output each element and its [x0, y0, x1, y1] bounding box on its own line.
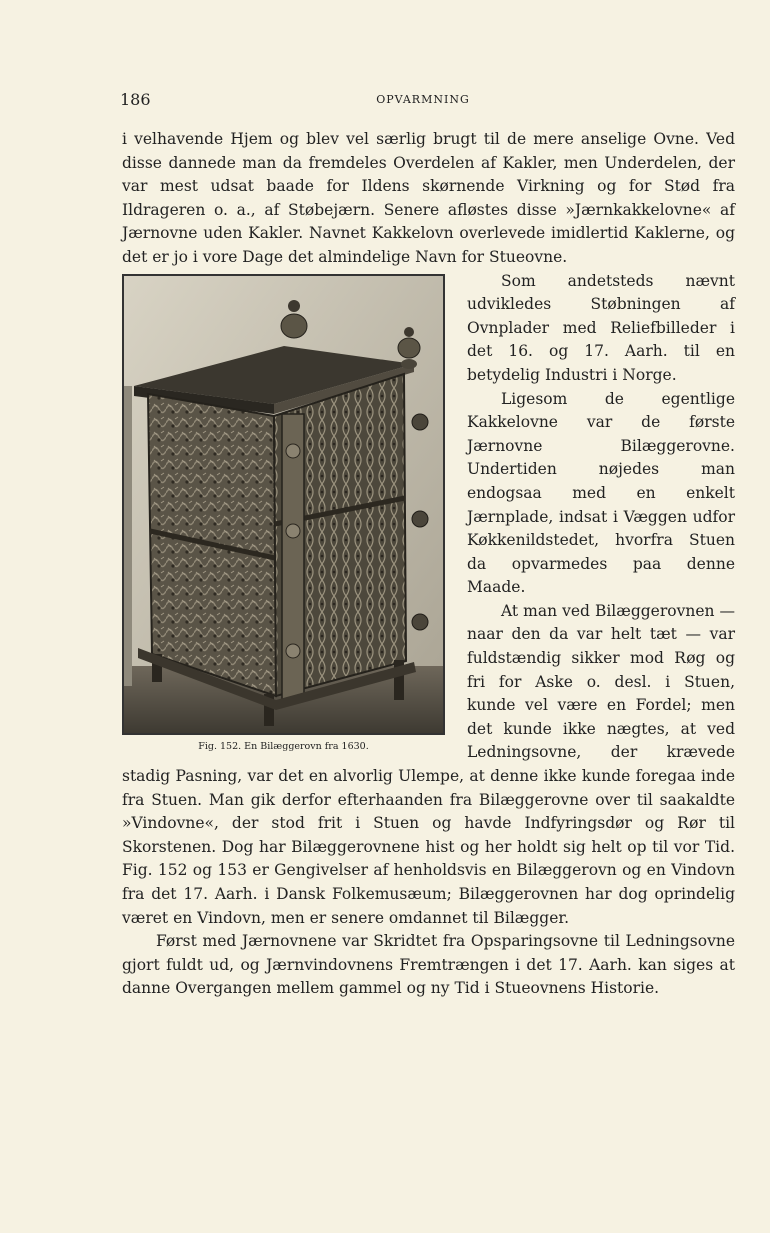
stove-photo: [122, 274, 445, 735]
paragraph-3: Ligesom de egentlige Kakkelovne var de første Jærnovne Bilæggerovne. Undertiden nøjedes man endogsaa med en enkelt Jærnplade, indsat i Væggen udfor Køkkenildstedet, hvorfra Stuen da opvarmedes paa denne Maade.: [467, 389, 735, 597]
figure-152: [122, 274, 445, 753]
paragraph-2: Som andetsteds nævnt udvikledes Støbningen af Ovnplader med Reliefbilleder i det 16. og 17. Aarh. til en betydelig Industri i Norge.: [467, 271, 735, 384]
figure-caption: Fig. 152. En Bilæggerovn fra 1630.: [198, 740, 369, 752]
running-head: OPVARMNING: [376, 93, 470, 106]
paragraph-1: i velhavende Hjem og blev vel særlig brugt til de mere anselige Ovne. Ved disse dannede man da fremdeles Overdelen af Kakler, men Underdelen, der var mest udsat baade for Ildens skørnende Virkning og for Stød fra Ildrageren o. a., af Støbejærn. Senere afløstes disse »Jærnkakkelovne« af Jærnovne uden Kakler. Navnet Kakkelovn overlevede imidlertid Kaklerne, og det er jo i vore Dage det almindelige Navn for Stueovne.: [122, 130, 735, 266]
paragraph-5: Først med Jærnovnene var Skridtet fra Opsparingsovne til Ledningsovne gjort fuldt ud, og Jærnvindovnens Fremtrængen i det 17. Aarh. kan siges at danne Overgangen mellem gammel og ny Tid i Stueovnens Historie.: [122, 932, 735, 998]
page-number: 186: [120, 90, 151, 109]
stove-illustration: [124, 276, 443, 733]
paragraph-4: At man ved Bilæggerovnen — naar den da var helt tæt — var fuldstændig sikker mod Røg og fri for Aske o. desl. i Stuen, kunde vel være en Fordel; men det kunde ikke nægtes, at ved Ledningsovne, der krævede stadig Pasning, var det en alvorlig Ulempe, at denne ikke kunde foregaa inde fra Stuen. Man gik derfor efterhaanden fra Bilæggerovne over til saakaldte »Vindovne«, der stod frit i Stuen og havde Indfyringsdør og Rør til Skorstenen. Dog har Bilæggerovnene hist og her holdt sig helt op til vor Tid. Fig. 152 og 153 er Gengivelser af henholdsvis en Bilæggerovn og en Vindovn fra det 17. Aarh. i Dansk Folkemusæum; Bilæggerovnen har dog oprindelig været en Vindovn, men er senere omdannet til Bilægger.: [122, 601, 735, 927]
body-text: [122, 128, 735, 1001]
